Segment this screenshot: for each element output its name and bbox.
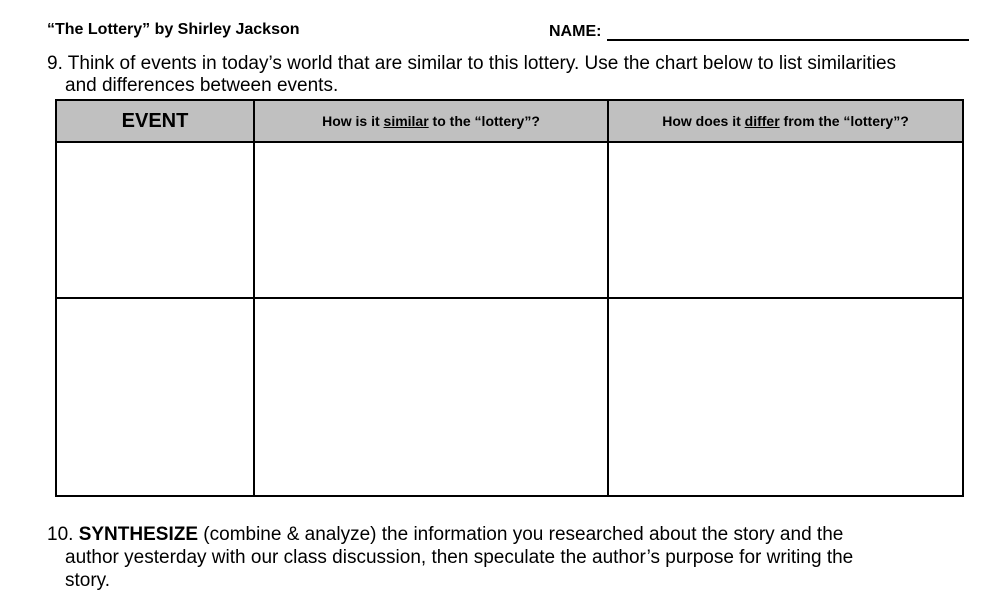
- row-1-event-cell[interactable]: [56, 142, 254, 298]
- column-header-event: EVENT: [56, 100, 254, 142]
- question-10-number: 10.: [47, 524, 79, 545]
- question-10-line-1-text: (combine & analyze) the information you researched about the story and the: [198, 524, 844, 545]
- row-1-differ-cell[interactable]: [608, 142, 963, 298]
- question-9-line-2: and differences between events.: [65, 75, 339, 96]
- differ-header-pre: How does it: [662, 113, 745, 129]
- chart-row-2: [56, 298, 963, 496]
- similar-header-emphasis: similar: [383, 113, 429, 129]
- row-1-similar-cell[interactable]: [254, 142, 608, 298]
- chart-header-row: [56, 100, 963, 142]
- column-header-similar: [254, 100, 608, 142]
- row-2-similar-cell[interactable]: [254, 298, 608, 496]
- document-title: “The Lottery” by Shirley Jackson: [47, 21, 300, 38]
- similar-header-pre: How is it: [322, 113, 384, 129]
- question-10-line-3: story.: [65, 570, 111, 591]
- question-10-line-2: author yesterday with our class discussion, then speculate the author’s purpose for writing the: [65, 547, 854, 568]
- similar-header-post: to the “lottery”?: [428, 113, 540, 129]
- name-label: NAME:: [549, 23, 602, 40]
- column-header-differ: [608, 100, 963, 142]
- comparison-chart: [55, 99, 964, 497]
- name-blank-line[interactable]: [607, 21, 969, 41]
- question-10-line-1: [47, 523, 982, 546]
- row-2-event-cell[interactable]: [56, 298, 254, 496]
- name-field: [549, 21, 969, 41]
- question-9-line-1: 9. Think of events in today’s world that are similar to this lottery. Use the chart below to list similarities: [47, 53, 897, 74]
- row-2-differ-cell[interactable]: [608, 298, 963, 496]
- chart-row-1: [56, 142, 963, 298]
- question-10-keyword: SYNTHESIZE: [78, 524, 199, 545]
- question-9: [47, 53, 982, 97]
- question-10: [47, 523, 982, 592]
- differ-header-emphasis: differ: [744, 113, 780, 129]
- differ-header-post: from the “lottery”?: [779, 113, 909, 129]
